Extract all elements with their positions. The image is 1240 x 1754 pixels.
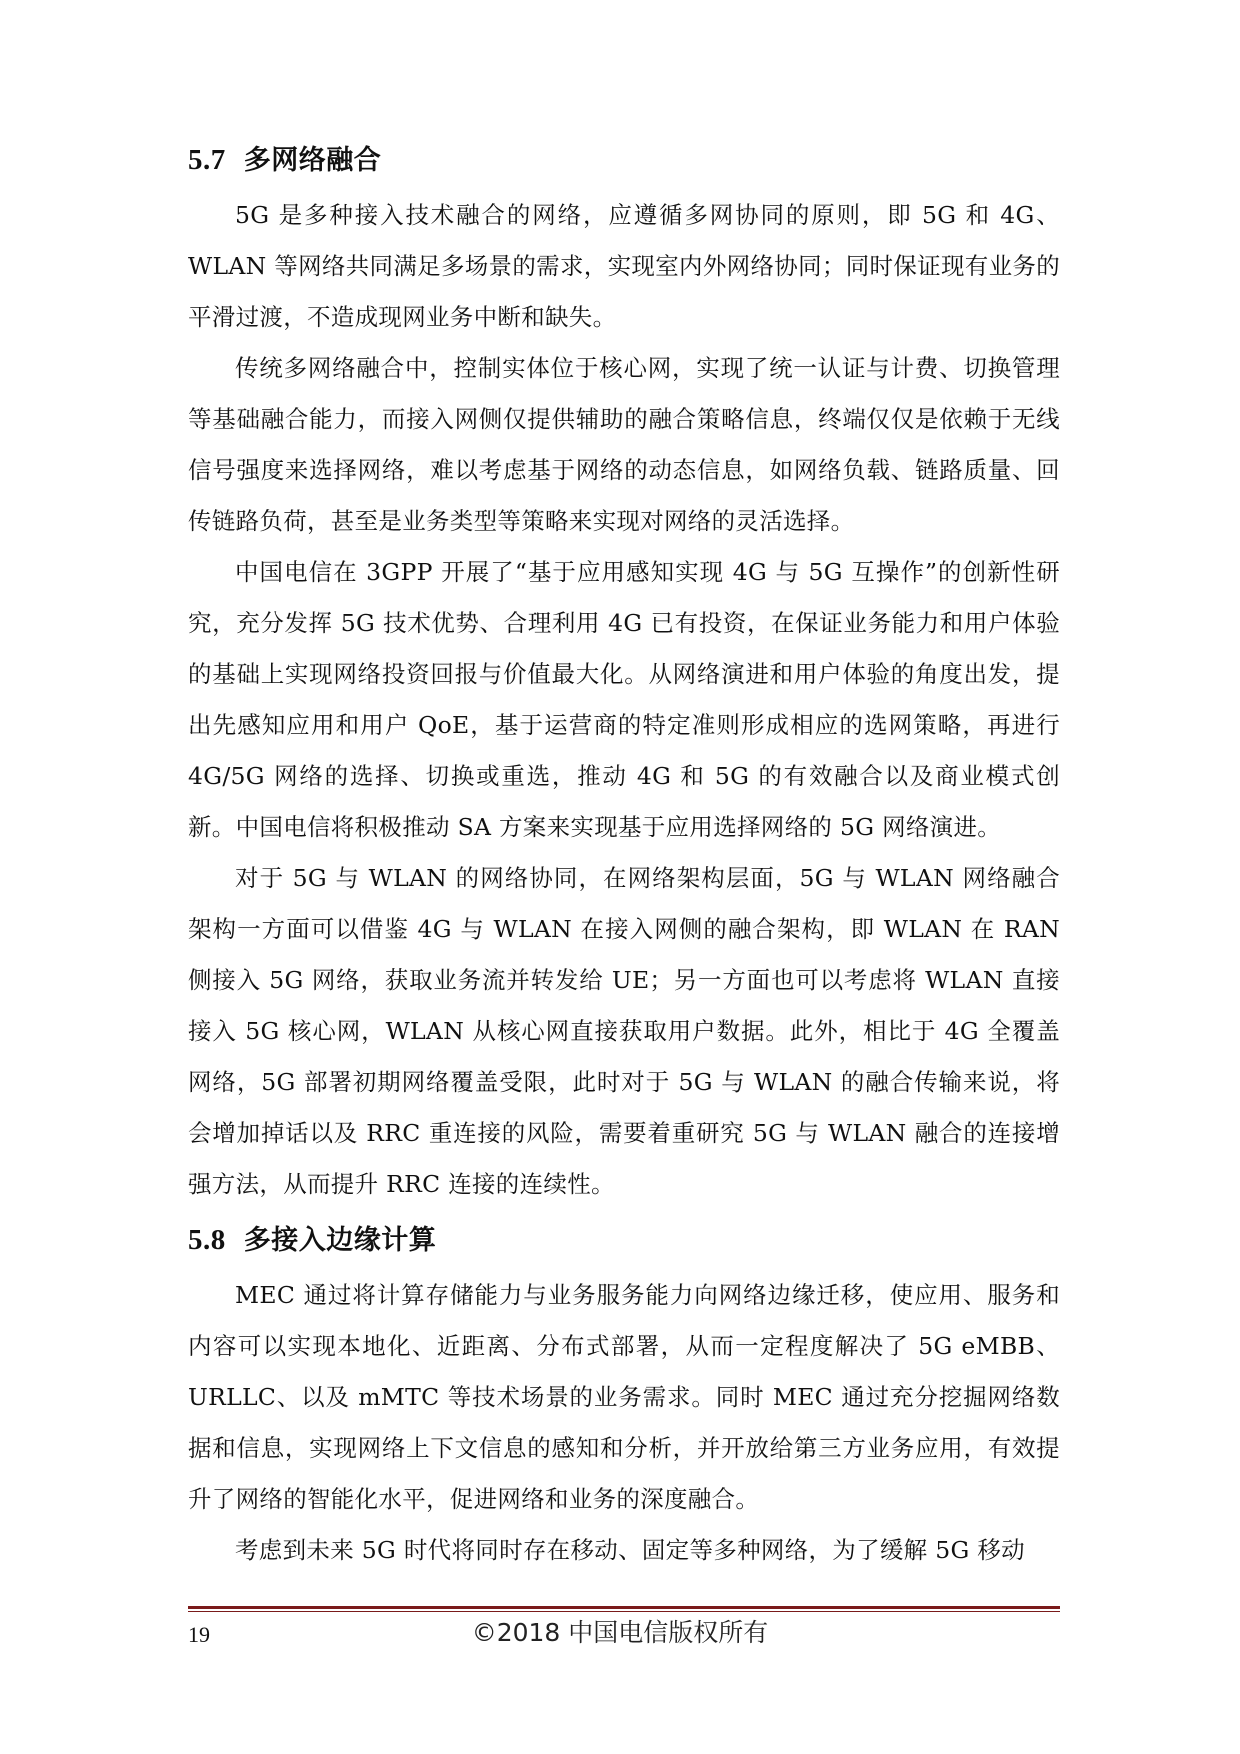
page-body [188,130,1060,1576]
footer-rule-thin [188,1611,1060,1612]
page-number: 19 [188,1622,210,1647]
footer-divider [188,1606,1060,1614]
paragraph: 5G 是多种接入技术融合的网络，应遵循多网协同的原则，即 5G 和 4G、WLAN 等网络共同满足多场景的需求，实现室内外网络协同；同时保证现有业务的平滑过渡，不造成现网业务中断和缺失。 [188,201,1060,331]
paragraph: MEC 通过将计算存储能力与业务服务能力向网络边缘迁移，使应用、服务和内容可以实现本地化、近距离、分布式部署，从而一定程度解决了 5G eMBB、URLLC、以及 mMTC 等技术场景的业务需求。同时 MEC 通过充分挖掘网络数据和信息，实现网络上下文信息的感知和分析，并开放给第三方业务应用，有效提升了网络的智能化水平，促进网络和业务的深度融合。 [188,1281,1060,1513]
section-heading [188,130,1060,190]
paragraph: 中国电信在 3GPP 开展了“基于应用感知实现 4G 与 5G 互操作”的创新性研究，充分发挥 5G 技术优势、合理利用 4G 已有投资，在保证业务能力和用户体验的基础上实现网络投资回报与价值最大化。从网络演进和用户体验的角度出发，提出先感知应用和用户 QoE，基于运营商的特定准则形成相应的选网策略，再进行 4G/5G 网络的选择、切换或重选，推动 4G 和 5G 的有效融合以及商业模式创新。中国电信将积极推动 SA 方案来实现基于应用选择网络的 5G 网络演进。 [188,558,1060,841]
copyright-notice: ©2018 中国电信版权所有 [471,1618,769,1647]
section-5-8 [188,1210,1060,1576]
section-5-7 [188,130,1060,1210]
section-number: 5.8 [188,1224,226,1256]
paragraph: 传统多网络融合中，控制实体位于核心网，实现了统一认证与计费、切换管理等基础融合能力，而接入网侧仅提供辅助的融合策略信息，终端仅仅是依赖于无线信号强度来选择网络，难以考虑基于网络的动态信息，如网络负载、链路质量、回传链路负荷，甚至是业务类型等策略来实现对网络的灵活选择。 [188,354,1060,535]
paragraph: 对于 5G 与 WLAN 的网络协同，在网络架构层面，5G 与 WLAN 网络融合架构一方面可以借鉴 4G 与 WLAN 在接入网侧的融合架构，即 WLAN 在 RAN 侧接入 5G 网络，获取业务流并转发给 UE；另一方面也可以考虑将 WLAN 直接接入 5G 核心网，WLAN 从核心网直接获取用户数据。此外，相比于 4G 全覆盖网络，5G 部署初期网络覆盖受限，此时对于 5G 与 WLAN 的融合传输来说，将会增加掉话以及 RRC 重连接的风险，需要着重研究 5G 与 WLAN 融合的连接增强方法，从而提升 RRC 连接的连续性。 [188,864,1060,1198]
section-title: 多接入边缘计算 [243,1225,437,1256]
section-heading [188,1210,1060,1270]
section-title: 多网络融合 [243,145,382,176]
footer-rule-thick [188,1606,1060,1609]
section-number: 5.7 [188,144,226,176]
paragraph: 考虑到未来 5G 时代将同时存在移动、固定等多种网络，为了缓解 5G 移动 [235,1536,1025,1564]
